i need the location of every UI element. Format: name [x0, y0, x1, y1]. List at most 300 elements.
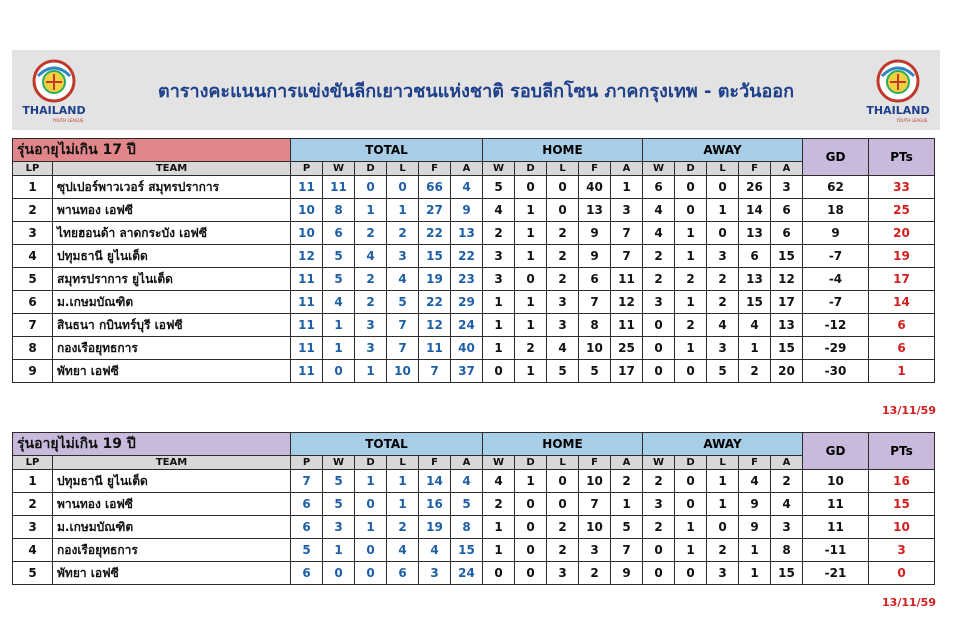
away-stat-cell: 15	[771, 337, 803, 360]
away-stat-cell: 1	[675, 291, 707, 314]
home-stat-cell: 2	[611, 470, 643, 493]
gd-header: GD	[803, 139, 869, 176]
home-header: HOME	[483, 433, 643, 456]
away-stat-cell: 1	[739, 337, 771, 360]
away-stat-cell: 6	[771, 199, 803, 222]
total-stat-cell: 0	[355, 562, 387, 585]
away-stat-cell: 6	[739, 245, 771, 268]
table-row	[13, 516, 935, 539]
stat-header: D	[515, 162, 547, 176]
stat-header: D	[515, 456, 547, 470]
away-stat-cell: 3	[643, 493, 675, 516]
points-cell: 15	[869, 493, 935, 516]
total-stat-cell: 5	[323, 493, 355, 516]
away-stat-cell: 2	[771, 470, 803, 493]
away-stat-cell: 2	[707, 291, 739, 314]
stat-header: L	[387, 456, 419, 470]
home-stat-cell: 1	[515, 245, 547, 268]
goal-difference-cell: 62	[803, 176, 869, 199]
total-stat-cell: 4	[451, 176, 483, 199]
home-stat-cell: 3	[547, 291, 579, 314]
total-stat-cell: 22	[419, 222, 451, 245]
points-cell: 17	[869, 268, 935, 291]
total-stat-cell: 0	[323, 562, 355, 585]
table-row	[13, 291, 935, 314]
total-stat-cell: 10	[291, 222, 323, 245]
rank-cell: 4	[13, 539, 53, 562]
stat-header: F	[419, 162, 451, 176]
home-stat-cell: 4	[483, 199, 515, 222]
total-stat-cell: 8	[323, 199, 355, 222]
rank-cell: 1	[13, 176, 53, 199]
home-stat-cell: 7	[611, 222, 643, 245]
total-stat-cell: 40	[451, 337, 483, 360]
stat-header: D	[675, 456, 707, 470]
stat-header: W	[643, 162, 675, 176]
age-group-label: รุ่นอายุไม่เกิน 17 ปี	[13, 139, 291, 162]
goal-difference-cell: -21	[803, 562, 869, 585]
away-stat-cell: 1	[739, 562, 771, 585]
team-name: พัทยา เอฟซี	[53, 360, 291, 383]
total-stat-cell: 22	[451, 245, 483, 268]
total-stat-cell: 3	[419, 562, 451, 585]
points-cell: 14	[869, 291, 935, 314]
rank-cell: 1	[13, 470, 53, 493]
home-stat-cell: 1	[611, 176, 643, 199]
total-stat-cell: 15	[451, 539, 483, 562]
away-stat-cell: 13	[739, 222, 771, 245]
total-stat-cell: 2	[355, 222, 387, 245]
stat-header: W	[323, 162, 355, 176]
rank-cell: 8	[13, 337, 53, 360]
total-stat-cell: 3	[387, 245, 419, 268]
home-stat-cell: 0	[483, 360, 515, 383]
away-stat-cell: 0	[675, 493, 707, 516]
total-stat-cell: 7	[387, 337, 419, 360]
stat-header: A	[451, 456, 483, 470]
home-stat-cell: 3	[611, 199, 643, 222]
home-stat-cell: 5	[579, 360, 611, 383]
team-header: TEAM	[53, 456, 291, 470]
away-stat-cell: 1	[675, 516, 707, 539]
total-stat-cell: 4	[419, 539, 451, 562]
rank-cell: 2	[13, 493, 53, 516]
team-name: ไทยฮอนด้า ลาดกระบัง เอฟซี	[53, 222, 291, 245]
total-stat-cell: 11	[291, 314, 323, 337]
away-stat-cell: 3	[707, 337, 739, 360]
home-stat-cell: 0	[547, 470, 579, 493]
away-stat-cell: 17	[771, 291, 803, 314]
away-stat-cell: 6	[771, 222, 803, 245]
total-stat-cell: 0	[355, 493, 387, 516]
home-stat-cell: 4	[483, 470, 515, 493]
total-stat-cell: 10	[387, 360, 419, 383]
total-stat-cell: 6	[387, 562, 419, 585]
home-stat-cell: 1	[483, 337, 515, 360]
away-stat-cell: 9	[739, 516, 771, 539]
away-stat-cell: 13	[739, 268, 771, 291]
home-stat-cell: 0	[547, 176, 579, 199]
away-stat-cell: 1	[675, 245, 707, 268]
total-stat-cell: 1	[387, 493, 419, 516]
away-stat-cell: 1	[675, 337, 707, 360]
total-stat-cell: 0	[323, 360, 355, 383]
home-stat-cell: 7	[579, 493, 611, 516]
home-stat-cell: 9	[579, 222, 611, 245]
standings-table-u19	[12, 432, 935, 585]
total-stat-cell: 1	[387, 470, 419, 493]
home-stat-cell: 10	[579, 470, 611, 493]
home-stat-cell: 3	[483, 268, 515, 291]
home-stat-cell: 5	[547, 360, 579, 383]
stat-header: L	[547, 456, 579, 470]
total-stat-cell: 12	[419, 314, 451, 337]
table-row	[13, 245, 935, 268]
rank-cell: 9	[13, 360, 53, 383]
away-stat-cell: 0	[675, 470, 707, 493]
home-stat-cell: 0	[515, 493, 547, 516]
total-stat-cell: 2	[387, 516, 419, 539]
stat-header: W	[643, 456, 675, 470]
rank-cell: 4	[13, 245, 53, 268]
table-row	[13, 562, 935, 585]
away-stat-cell: 0	[707, 222, 739, 245]
total-stat-cell: 5	[323, 268, 355, 291]
table-row	[13, 539, 935, 562]
total-stat-cell: 1	[355, 516, 387, 539]
away-stat-cell: 5	[707, 360, 739, 383]
home-stat-cell: 3	[547, 314, 579, 337]
total-stat-cell: 4	[323, 291, 355, 314]
home-stat-cell: 2	[483, 222, 515, 245]
goal-difference-cell: 11	[803, 493, 869, 516]
total-stat-cell: 3	[323, 516, 355, 539]
points-cell: 20	[869, 222, 935, 245]
total-stat-cell: 11	[291, 337, 323, 360]
team-name: สมุทรปราการ ยูไนเต็ด	[53, 268, 291, 291]
update-date: 13/11/59	[882, 404, 936, 417]
stat-header: A	[771, 456, 803, 470]
stat-header: F	[419, 456, 451, 470]
table-row	[13, 268, 935, 291]
away-stat-cell: 4	[707, 314, 739, 337]
away-stat-cell: 2	[643, 245, 675, 268]
total-stat-cell: 10	[291, 199, 323, 222]
total-stat-cell: 5	[291, 539, 323, 562]
goal-difference-cell: -12	[803, 314, 869, 337]
home-stat-cell: 12	[611, 291, 643, 314]
home-stat-cell: 10	[579, 337, 611, 360]
goal-difference-cell: -29	[803, 337, 869, 360]
home-stat-cell: 11	[611, 314, 643, 337]
stat-header: L	[707, 456, 739, 470]
total-stat-cell: 6	[291, 562, 323, 585]
away-stat-cell: 15	[771, 245, 803, 268]
away-stat-cell: 0	[643, 562, 675, 585]
team-name: ม.เกษมบัณฑิต	[53, 291, 291, 314]
away-stat-cell: 20	[771, 360, 803, 383]
home-stat-cell: 3	[547, 562, 579, 585]
home-stat-cell: 0	[515, 176, 547, 199]
total-stat-cell: 3	[355, 337, 387, 360]
stat-header: A	[611, 162, 643, 176]
total-stat-cell: 16	[419, 493, 451, 516]
total-header: TOTAL	[291, 139, 483, 162]
gd-header: GD	[803, 433, 869, 470]
table-row	[13, 176, 935, 199]
total-stat-cell: 7	[419, 360, 451, 383]
goal-difference-cell: 11	[803, 516, 869, 539]
total-stat-cell: 0	[355, 176, 387, 199]
total-stat-cell: 19	[419, 268, 451, 291]
total-stat-cell: 3	[355, 314, 387, 337]
away-stat-cell: 3	[771, 516, 803, 539]
total-stat-cell: 11	[323, 176, 355, 199]
header-banner	[12, 50, 940, 130]
home-stat-cell: 2	[547, 516, 579, 539]
total-stat-cell: 11	[419, 337, 451, 360]
home-stat-cell: 7	[611, 539, 643, 562]
away-stat-cell: 0	[707, 176, 739, 199]
away-stat-cell: 1	[739, 539, 771, 562]
goal-difference-cell: 9	[803, 222, 869, 245]
pts-header: PTs	[869, 433, 935, 470]
total-stat-cell: 0	[355, 539, 387, 562]
stat-header: A	[611, 456, 643, 470]
away-stat-cell: 0	[675, 199, 707, 222]
rank-cell: 5	[13, 562, 53, 585]
away-stat-cell: 2	[675, 314, 707, 337]
stat-header: D	[675, 162, 707, 176]
rank-cell: 3	[13, 222, 53, 245]
points-cell: 0	[869, 562, 935, 585]
away-stat-cell: 26	[739, 176, 771, 199]
home-stat-cell: 17	[611, 360, 643, 383]
total-stat-cell: 4	[451, 470, 483, 493]
away-stat-cell: 12	[771, 268, 803, 291]
home-stat-cell: 0	[515, 562, 547, 585]
total-stat-cell: 5	[451, 493, 483, 516]
total-stat-cell: 1	[323, 314, 355, 337]
stat-header: D	[355, 456, 387, 470]
home-stat-cell: 0	[547, 493, 579, 516]
rank-cell: 7	[13, 314, 53, 337]
page-title: ตารางคะแนนการแข่งขันลีกเยาวชนแห่งชาติ รอบลีกโซน ภาคกรุงเทพ - ตะวันออก	[158, 81, 794, 102]
standings-table-u17	[12, 138, 935, 383]
home-stat-cell: 3	[579, 539, 611, 562]
goal-difference-cell: -30	[803, 360, 869, 383]
points-cell: 1	[869, 360, 935, 383]
sub-header-row	[13, 162, 935, 176]
away-stat-cell: 15	[739, 291, 771, 314]
home-stat-cell: 1	[515, 470, 547, 493]
total-stat-cell: 4	[387, 539, 419, 562]
stat-header: L	[387, 162, 419, 176]
stat-header: D	[355, 162, 387, 176]
total-stat-cell: 1	[355, 470, 387, 493]
stat-header: F	[739, 162, 771, 176]
away-stat-cell: 15	[771, 562, 803, 585]
total-stat-cell: 4	[355, 245, 387, 268]
total-stat-cell: 13	[451, 222, 483, 245]
total-stat-cell: 5	[387, 291, 419, 314]
stat-header: A	[771, 162, 803, 176]
thailand-youth-league-logo	[16, 54, 92, 126]
away-stat-cell: 3	[643, 291, 675, 314]
away-header: AWAY	[643, 433, 803, 456]
table-row	[13, 222, 935, 245]
away-stat-cell: 0	[675, 562, 707, 585]
goal-difference-cell: -7	[803, 245, 869, 268]
rank-cell: 5	[13, 268, 53, 291]
team-name: กองเรือยุทธการ	[53, 337, 291, 360]
age-group-label: รุ่นอายุไม่เกิน 19 ปี	[13, 433, 291, 456]
table-row	[13, 493, 935, 516]
total-stat-cell: 12	[291, 245, 323, 268]
table-row	[13, 337, 935, 360]
home-stat-cell: 10	[579, 516, 611, 539]
points-cell: 16	[869, 470, 935, 493]
lp-header: LP	[13, 162, 53, 176]
away-stat-cell: 3	[707, 562, 739, 585]
svg-text:THAILAND: THAILAND	[866, 104, 930, 117]
stat-header: P	[291, 162, 323, 176]
home-stat-cell: 1	[515, 314, 547, 337]
table-row	[13, 360, 935, 383]
rank-cell: 3	[13, 516, 53, 539]
away-stat-cell: 1	[675, 222, 707, 245]
home-stat-cell: 1	[483, 314, 515, 337]
home-stat-cell: 25	[611, 337, 643, 360]
lp-header: LP	[13, 456, 53, 470]
home-stat-cell: 1	[515, 360, 547, 383]
rank-cell: 6	[13, 291, 53, 314]
total-stat-cell: 29	[451, 291, 483, 314]
home-stat-cell: 2	[547, 222, 579, 245]
home-stat-cell: 9	[611, 562, 643, 585]
total-stat-cell: 11	[291, 360, 323, 383]
svg-text:YOUTH LEAGUE: YOUTH LEAGUE	[896, 118, 928, 123]
points-cell: 3	[869, 539, 935, 562]
home-stat-cell: 11	[611, 268, 643, 291]
home-stat-cell: 1	[483, 539, 515, 562]
pts-header: PTs	[869, 139, 935, 176]
home-stat-cell: 9	[579, 245, 611, 268]
home-stat-cell: 0	[483, 562, 515, 585]
total-stat-cell: 1	[355, 199, 387, 222]
stat-header: W	[483, 456, 515, 470]
update-date: 13/11/59	[882, 596, 936, 609]
points-cell: 10	[869, 516, 935, 539]
away-stat-cell: 2	[707, 539, 739, 562]
svg-text:THAILAND: THAILAND	[22, 104, 86, 117]
total-stat-cell: 6	[291, 516, 323, 539]
away-stat-cell: 0	[643, 337, 675, 360]
stat-header: A	[451, 162, 483, 176]
away-stat-cell: 9	[739, 493, 771, 516]
goal-difference-cell: -11	[803, 539, 869, 562]
total-stat-cell: 7	[291, 470, 323, 493]
away-stat-cell: 6	[643, 176, 675, 199]
stat-header: F	[579, 162, 611, 176]
stat-header: P	[291, 456, 323, 470]
stat-header: F	[739, 456, 771, 470]
away-stat-cell: 14	[739, 199, 771, 222]
away-stat-cell: 0	[643, 539, 675, 562]
away-stat-cell: 4	[643, 222, 675, 245]
goal-difference-cell: 18	[803, 199, 869, 222]
points-cell: 25	[869, 199, 935, 222]
away-stat-cell: 4	[739, 314, 771, 337]
total-stat-cell: 9	[451, 199, 483, 222]
total-stat-cell: 6	[291, 493, 323, 516]
away-stat-cell: 2	[707, 268, 739, 291]
away-stat-cell: 13	[771, 314, 803, 337]
away-stat-cell: 4	[771, 493, 803, 516]
total-stat-cell: 11	[291, 268, 323, 291]
home-stat-cell: 1	[515, 199, 547, 222]
total-stat-cell: 15	[419, 245, 451, 268]
home-stat-cell: 13	[579, 199, 611, 222]
home-stat-cell: 8	[579, 314, 611, 337]
total-stat-cell: 4	[387, 268, 419, 291]
points-cell: 19	[869, 245, 935, 268]
home-stat-cell: 4	[547, 337, 579, 360]
table-row	[13, 314, 935, 337]
total-header: TOTAL	[291, 433, 483, 456]
stat-header: L	[547, 162, 579, 176]
away-stat-cell: 2	[675, 268, 707, 291]
stat-header: W	[483, 162, 515, 176]
away-stat-cell: 4	[643, 199, 675, 222]
away-stat-cell: 2	[739, 360, 771, 383]
away-stat-cell: 0	[643, 314, 675, 337]
total-stat-cell: 7	[387, 314, 419, 337]
away-stat-cell: 1	[675, 539, 707, 562]
total-stat-cell: 1	[387, 199, 419, 222]
home-stat-cell: 6	[579, 268, 611, 291]
home-stat-cell: 1	[515, 222, 547, 245]
stat-header: W	[323, 456, 355, 470]
away-stat-cell: 3	[771, 176, 803, 199]
home-stat-cell: 0	[547, 199, 579, 222]
home-stat-cell: 5	[611, 516, 643, 539]
team-name: ซุปเปอร์พาวเวอร์ สมุทรปราการ	[53, 176, 291, 199]
total-stat-cell: 23	[451, 268, 483, 291]
total-stat-cell: 11	[291, 176, 323, 199]
total-stat-cell: 1	[323, 539, 355, 562]
away-stat-cell: 3	[707, 245, 739, 268]
goal-difference-cell: -7	[803, 291, 869, 314]
team-name: สินธนา กบินทร์บุรี เอฟซี	[53, 314, 291, 337]
home-stat-cell: 2	[515, 337, 547, 360]
home-stat-cell: 7	[611, 245, 643, 268]
home-stat-cell: 1	[611, 493, 643, 516]
home-stat-cell: 2	[547, 539, 579, 562]
total-stat-cell: 2	[355, 268, 387, 291]
home-stat-cell: 1	[515, 291, 547, 314]
home-stat-cell: 0	[515, 539, 547, 562]
table-row	[13, 199, 935, 222]
points-cell: 6	[869, 337, 935, 360]
away-stat-cell: 0	[643, 360, 675, 383]
home-stat-cell: 1	[483, 291, 515, 314]
home-stat-cell: 5	[483, 176, 515, 199]
home-stat-cell: 7	[579, 291, 611, 314]
away-stat-cell: 0	[675, 176, 707, 199]
away-stat-cell: 8	[771, 539, 803, 562]
total-stat-cell: 66	[419, 176, 451, 199]
